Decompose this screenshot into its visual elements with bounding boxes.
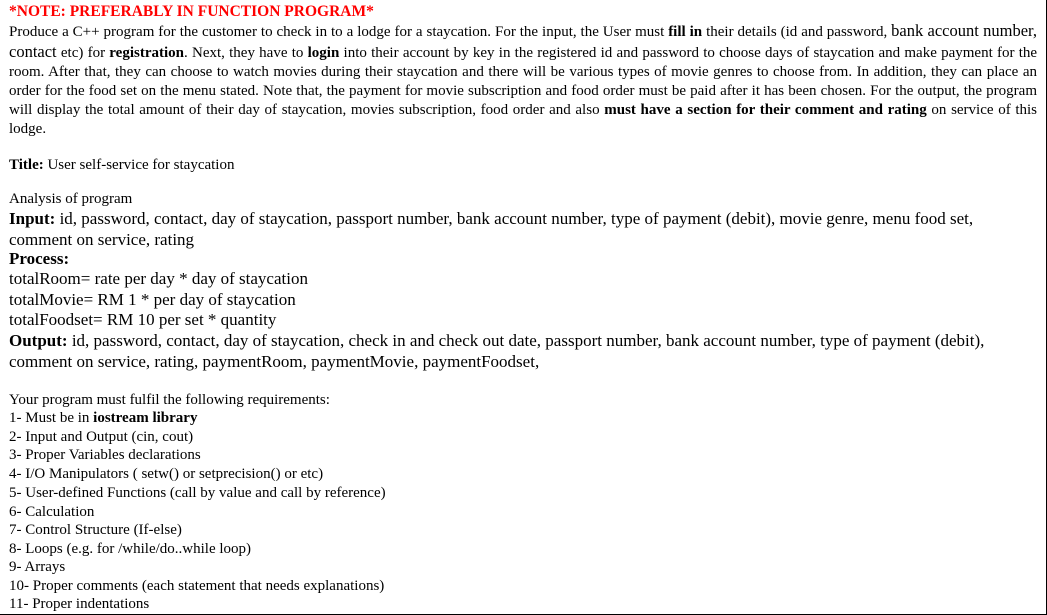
intro-bold-fill-in: fill in [668,24,703,40]
requirement-1-prefix: 1- Must be in [9,410,94,426]
input-label: Input: [9,209,56,228]
requirement-item: 5- User-defined Functions (call by value and call by reference) [9,485,386,501]
intro-text-2: their details (id and password, [702,24,892,40]
intro-text-7: on service of this lodge. [9,102,1038,137]
requirement-1-bold: iostream library [93,410,198,426]
analysis-heading: Analysis of program [9,191,133,207]
intro-text-6: into their account by key in the registered id and password to choose days of staycation and make payment for the room. After that, they can choose to watch movies during their staycation and there will be various types of movie genres to choose from. In addition, they can place an order for the food set on the menu stated. Note that, the payment for movie subscription and food order must be paid after it has been chosen. For the output, the program will display the total amount of their day of staycation, movies subscription, food order and also [9,45,1038,118]
intro-text-bank-contact: bank account number, contact [9,21,1038,61]
requirement-item: 9- Arrays [9,559,66,575]
formula-total-room: totalRoom= rate per day * day of staycation [9,269,308,288]
intro-paragraph [9,21,1037,139]
formula-total-movie: totalMovie= RM 1 * per day of staycation [9,290,296,309]
requirement-item: 8- Loops (e.g. for /while/do..while loop) [9,541,252,557]
output-text: id, password, contact, day of staycation, check in and check out date, passport number, bank account number, type of payment (debit), comment on service, rating, paymentRoom, paymentMovie, paymentFoodset, [9,331,985,371]
intro-text-1: Produce a C++ program for the customer to check in to a lodge for a staycation. For the input, the User must [9,24,669,40]
output-line [9,330,1037,372]
intro-text-4: etc) for [56,45,110,61]
requirement-item: 11- Proper indentations [9,596,150,612]
title-label: Title: [9,157,44,173]
title-line [9,157,234,174]
formula-total-foodset: totalFoodset= RM 10 per set * quantity [9,310,277,329]
requirement-item: 3- Proper Variables declarations [9,447,201,463]
note-heading: *NOTE: PREFERABLY IN FUNCTION PROGRAM* [9,3,374,20]
input-line [9,208,1037,250]
requirement-item: 6- Calculation [9,504,95,520]
intro-bold-registration: registration [109,45,185,61]
requirement-item: 2- Input and Output (cin, cout) [9,429,194,445]
requirement-item [9,410,197,427]
output-label: Output: [9,331,68,350]
requirements-heading: Your program must fulfil the following requirements: [9,392,330,408]
requirement-item: 4- I/O Manipulators ( setw() or setprecision() or etc) [9,466,324,482]
requirement-item: 10- Proper comments (each statement that needs explanations) [9,578,385,594]
intro-bold-comment-section: must have a section for their comment and rating [604,102,927,118]
title-text: User self-service for staycation [43,157,235,173]
intro-bold-login: login [307,45,340,61]
input-text: id, password, contact, day of staycation, passport number, bank account number, type of payment (debit), movie genre, menu food set, comment on service, rating [9,209,974,249]
process-label [9,249,69,269]
requirement-item: 7- Control Structure (If-else) [9,522,182,538]
process-label-text: Process: [9,249,70,268]
intro-text-5: . Next, they have to [184,45,308,61]
